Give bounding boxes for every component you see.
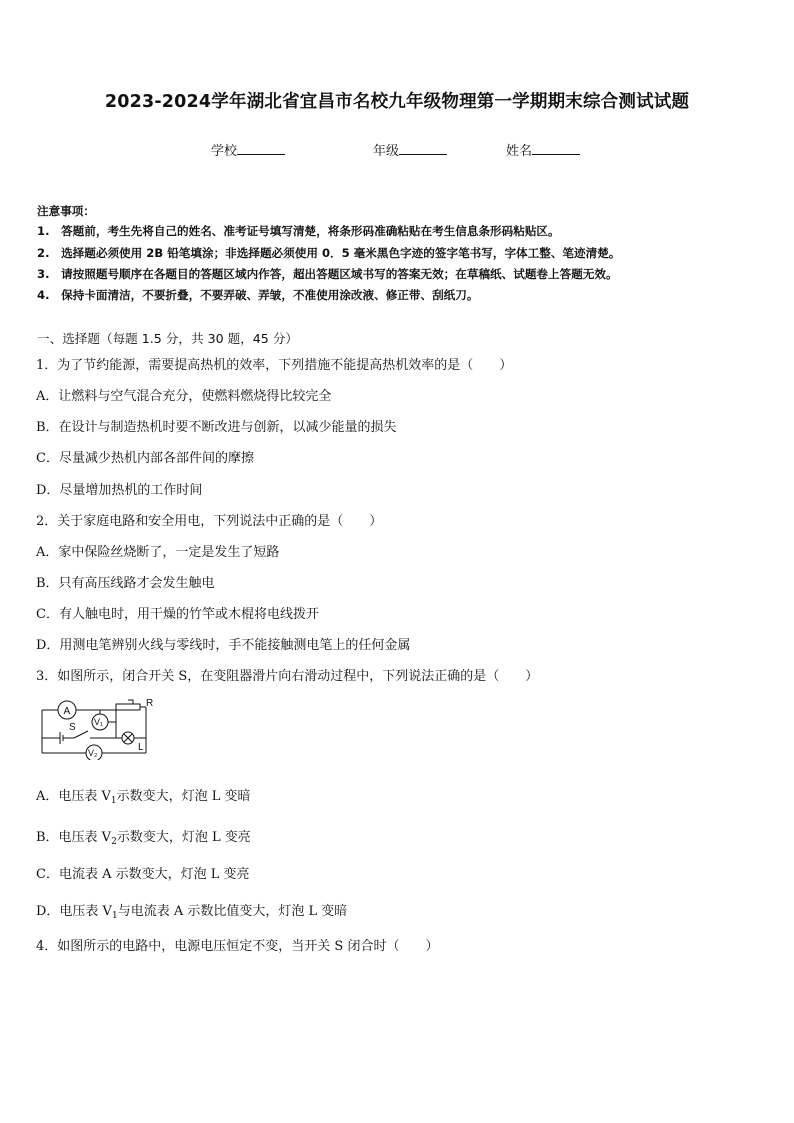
name-label: 姓名	[506, 144, 533, 159]
school-field	[211, 140, 285, 159]
notice-item: 2. 选择题必须使用 2B 铅笔填涂；非选择题必须使用 0．5 毫米黑色字迹的签字笔书写，字体工整、笔迹清楚。	[37, 246, 621, 260]
notice-item: 3. 请按照题号顺序在各题目的答题区域内作答，超出答题区域书写的答案无效；在草稿纸、试题卷上答题无效。	[37, 267, 618, 281]
grade-blank	[399, 142, 447, 155]
lamp-label: L	[138, 742, 144, 753]
voltmeter-2-label: V₂	[88, 748, 98, 758]
q3-option-b: B．电压表 $V_2$示数变大，灯泡 L 变亮	[36, 830, 251, 847]
q3-option-d: D．电压表 $V_1$与电流表 A 示数比值变大，灯泡 L 变暗	[36, 904, 348, 921]
q1-option-b: B．在设计与制造热机时要不断改进与创新，以减少能量的损失	[36, 420, 397, 435]
q2-option-a: A．家中保险丝烧断了，一定是发生了短路	[36, 545, 280, 560]
grade-field	[373, 140, 447, 159]
switch-symbol	[74, 731, 88, 738]
switch-label: S	[69, 722, 76, 733]
question-2-stem: 2．关于家庭电路和安全用电，下列说法中正确的是（ ）	[36, 514, 383, 529]
q2-option-b: B．只有高压线路才会发生触电	[36, 576, 215, 591]
ammeter-label: A	[63, 706, 71, 717]
notice-heading: 注意事项：	[37, 204, 95, 218]
school-blank	[237, 142, 285, 155]
section-heading: 一、选择题（每题 1.5 分，共 30 题，45 分）	[37, 331, 299, 346]
school-label: 学校	[211, 144, 238, 159]
resistor-symbol	[116, 704, 140, 710]
resistor-label: R	[146, 698, 154, 709]
notice-item: 4. 保持卡面清洁，不要折叠，不要弄破、弄皱，不准使用涂改液、修正带、刮纸刀。	[37, 288, 479, 302]
q2-option-d: D．用测电笔辨别火线与零线时，手不能接触测电笔上的任何金属	[36, 638, 411, 653]
q2-option-c: C．有人触电时，用干燥的竹竿或木棍将电线拨开	[36, 607, 319, 622]
circuit-diagram	[38, 696, 168, 760]
question-3-stem: 3．如图所示，闭合开关 S，在变阻器滑片向右滑动过程中，下列说法正确的是（ ）	[36, 669, 539, 684]
q1-option-a: A．让燃料与空气混合充分，使燃料燃烧得比较完全	[36, 389, 332, 404]
page-title: 2023-2024学年湖北省宜昌市名校九年级物理第一学期期末综合测试试题	[104, 92, 690, 112]
q1-option-d: D．尽量增加热机的工作时间	[36, 483, 203, 498]
q3-option-a: A．电压表 $V_1$示数变大，灯泡 L 变暗	[36, 789, 251, 806]
q1-option-c: C．尽量减少热机内部各部件间的摩擦	[36, 451, 254, 466]
question-1-stem: 1．为了节约能源，需要提高热机的效率，下列措施不能提高热机效率的是（ ）	[36, 358, 513, 373]
voltmeter-1-label: V₁	[94, 717, 104, 727]
name-field	[506, 140, 580, 159]
question-4-stem: 4．如图所示的电路中，电源电压恒定不变，当开关 S 闭合时（ ）	[36, 939, 439, 954]
notice-item: 1. 答题前，考生先将自己的姓名、准考证号填写清楚，将条形码准确粘贴在考生信息条形码粘贴区。	[37, 224, 560, 238]
grade-label: 年级	[373, 144, 400, 159]
slider-symbol	[128, 700, 133, 704]
name-blank	[532, 142, 580, 155]
q3-option-c: C．电流表 A 示数变大，灯泡 L 变亮	[36, 867, 250, 882]
